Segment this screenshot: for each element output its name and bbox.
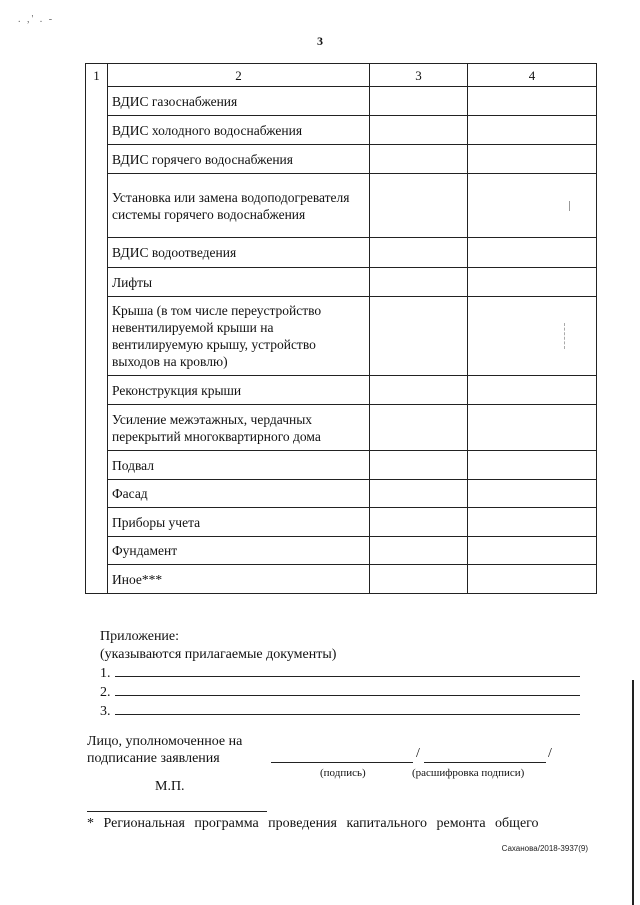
document-reference: Саханова/2018-3937(9) — [501, 844, 588, 853]
table-row — [86, 116, 597, 145]
cell-col4[interactable] — [468, 405, 597, 451]
table-row — [86, 268, 597, 297]
row-label: Лифты — [108, 268, 370, 297]
appendix-item-line[interactable] — [115, 702, 580, 715]
cell-col4[interactable] — [468, 297, 597, 376]
row-label: Усиление межэтажных, чердачных перекрытий многоквартирного дома — [108, 405, 370, 451]
authorized-person-line2: подписание заявления — [87, 751, 220, 766]
cell-col4[interactable] — [468, 87, 597, 116]
footnote-text: * Региональная программа проведения капитального ремонта общего — [87, 816, 539, 831]
cell-col3[interactable] — [370, 238, 468, 268]
table-row — [86, 405, 597, 451]
row-label: ВДИС водоотведения — [108, 238, 370, 268]
column-header-3: 3 — [370, 64, 468, 87]
cell-col4[interactable] — [468, 537, 597, 565]
signature-caption: (подпись) — [320, 767, 366, 779]
works-table — [85, 63, 597, 594]
cell-col4[interactable] — [468, 480, 597, 508]
row-label: ВДИС газоснабжения — [108, 87, 370, 116]
table-row — [86, 480, 597, 508]
cell-col3[interactable] — [370, 565, 468, 594]
table-row — [86, 565, 597, 594]
row-label: Крыша (в том числе переустройство невентилируемой крыши на вентилируемую крышу, устройство выходов на кровлю) — [108, 297, 370, 376]
appendix-note: (указываются прилагаемые документы) — [100, 647, 337, 662]
scan-edge — [632, 680, 634, 905]
table-row — [86, 145, 597, 174]
cell-col4[interactable] — [468, 565, 597, 594]
table-row — [86, 376, 597, 405]
column-header-1: 1 — [86, 64, 108, 87]
cell-col3[interactable] — [370, 145, 468, 174]
table-row — [86, 87, 597, 116]
cell-col3[interactable] — [370, 87, 468, 116]
appendix-item-line[interactable] — [115, 683, 580, 696]
appendix-item — [100, 664, 580, 683]
decryption-caption: (расшифровка подписи) — [412, 767, 525, 779]
table-row — [86, 297, 597, 376]
row-label: Фасад — [108, 480, 370, 508]
appendix-item — [100, 683, 580, 702]
authorized-person-label — [87, 733, 242, 767]
cell-col4[interactable] — [468, 508, 597, 537]
row-label: Фундамент — [108, 537, 370, 565]
cell-col4[interactable] — [468, 116, 597, 145]
cell-col4[interactable] — [468, 376, 597, 405]
appendix-section — [100, 628, 580, 721]
table-row — [86, 508, 597, 537]
cell-col3[interactable] — [370, 537, 468, 565]
cell-col4[interactable] — [468, 238, 597, 268]
scan-specks: . ,' . - — [18, 14, 55, 25]
table-row — [86, 238, 597, 268]
table-row — [86, 451, 597, 480]
appendix-title: Приложение: — [100, 629, 180, 644]
appendix-item-number: 2. — [100, 685, 111, 700]
cell-col3[interactable] — [370, 451, 468, 480]
cell-col3[interactable] — [370, 508, 468, 537]
appendix-item-line[interactable] — [115, 664, 580, 677]
signature-line[interactable] — [271, 750, 413, 763]
signature-slash: / — [416, 746, 420, 761]
footnote-divider — [87, 811, 267, 812]
appendix-item — [100, 702, 580, 721]
row-label: ВДИС горячего водоснабжения — [108, 145, 370, 174]
appendix-item-number: 1. — [100, 666, 111, 681]
row-label: Приборы учета — [108, 508, 370, 537]
stamp-place: М.П. — [155, 779, 185, 794]
column-header-4: 4 — [468, 64, 597, 87]
row-label: Установка или замена водоподогревателя системы горячего водоснабжения — [108, 174, 370, 238]
cell-col3[interactable] — [370, 480, 468, 508]
pen-mark — [564, 323, 566, 349]
column-header-2: 2 — [108, 64, 370, 87]
cell-col4[interactable] — [468, 268, 597, 297]
table-row — [86, 174, 597, 238]
pen-mark — [569, 201, 570, 211]
row-label: ВДИС холодного водоснабжения — [108, 116, 370, 145]
decryption-slash: / — [548, 746, 552, 761]
row-label: Подвал — [108, 451, 370, 480]
cell-col3[interactable] — [370, 297, 468, 376]
cell-col3[interactable] — [370, 116, 468, 145]
authorized-person-line1: Лицо, уполномоченное на — [87, 734, 243, 749]
cell-col4[interactable] — [468, 174, 597, 238]
page-number: 3 — [317, 34, 323, 48]
cell-col3[interactable] — [370, 268, 468, 297]
decryption-line[interactable] — [424, 750, 546, 763]
cell-col4[interactable] — [468, 451, 597, 480]
cell-col3[interactable] — [370, 376, 468, 405]
row-label: Иное*** — [108, 565, 370, 594]
cell-col3[interactable] — [370, 405, 468, 451]
cell-col3[interactable] — [370, 174, 468, 238]
row-label: Реконструкция крыши — [108, 376, 370, 405]
table-row — [86, 537, 597, 565]
cell-col4[interactable] — [468, 145, 597, 174]
appendix-item-number: 3. — [100, 704, 111, 719]
table-header-row — [86, 64, 597, 87]
